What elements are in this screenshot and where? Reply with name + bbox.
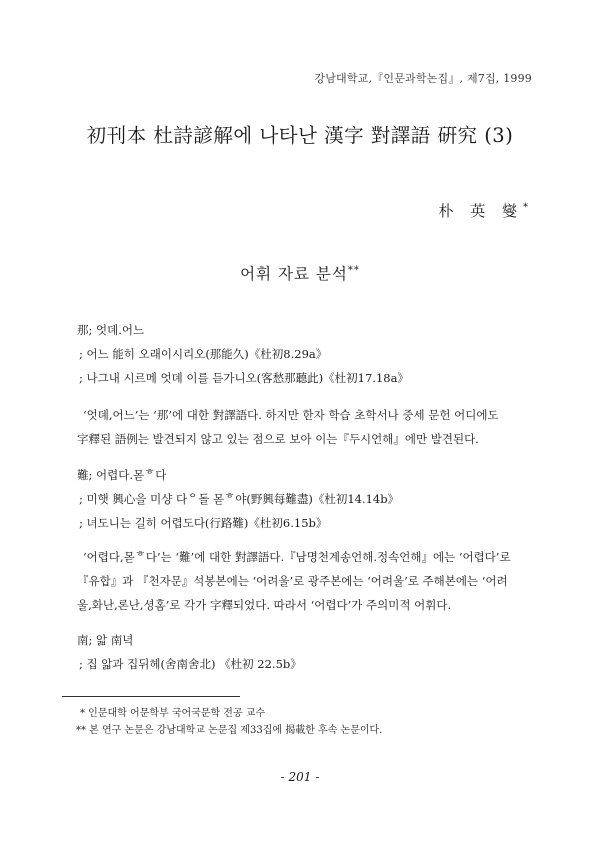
footnote-paper: ** 본 연구 논문은 강남대학교 논문집 제33집에 揭載한 후속 논문이다. bbox=[76, 725, 383, 736]
entry-headword: 南; 앏 南녁 bbox=[77, 633, 134, 647]
footnote-divider bbox=[62, 696, 240, 697]
entry-headword: 那; 엇뎨.어느 bbox=[77, 323, 145, 337]
paper-title: 初刊本 杜詩諺解에 나타난 漢字 對譯語 硏究 (3) bbox=[86, 124, 514, 147]
author-footnote-mark: * bbox=[523, 202, 528, 213]
section-footnote-mark: ** bbox=[347, 264, 360, 276]
entry-nam bbox=[77, 628, 533, 676]
entry-na-note bbox=[77, 403, 533, 451]
note-line: 울,화난,론난,셩홈’로 각가 字釋되었다. 따라서 ‘어렵다’가 주의미적 어휘다. bbox=[77, 598, 452, 612]
page-number: - 201 - bbox=[280, 770, 320, 784]
note-line: ‘어렵다,몯ᄒ다’는 ‘難’에 대한 對譯語다.『남명천계송언해.정속언해』에는 ‘어렵다’로 bbox=[83, 550, 511, 564]
entry-headword: 難; 어렵다.몯ᄒ다 bbox=[77, 468, 167, 482]
author-line bbox=[438, 200, 528, 221]
entry-example: ; 어느 能히 오래이시리오(那能久)《杜初8.29a》 bbox=[79, 347, 328, 361]
section-heading bbox=[0, 262, 600, 284]
journal-reference: 강남대학교,『인문과학논집』, 제7집, 1999 bbox=[314, 72, 532, 85]
entry-example: ; 집 앏과 집뒤헤(舍南舍北) 《杜初 22.5b》 bbox=[79, 657, 302, 671]
author-name: 朴 英 燮 bbox=[438, 202, 523, 220]
note-line: ‘엇뎨,어느’는 ‘那’에 대한 對譯語다. 하지만 한자 학습 초학서나 중세 문헌 어디에도 bbox=[83, 408, 499, 422]
note-line: 『유합』과 『천자문』석봉본에는 ‘어려울’로 광주본에는 ‘어려울’로 주해본에는 ‘어려 bbox=[77, 574, 508, 588]
entry-example: ; 녀도니는 길히 어렵도다(行路難)《杜初6.15b》 bbox=[79, 516, 328, 530]
entry-na bbox=[77, 318, 533, 390]
section-title: 어휘 자료 분석 bbox=[240, 265, 348, 283]
entry-nan-note bbox=[77, 545, 533, 617]
note-line: 字釋된 語例는 발견되지 않고 있는 점으로 보아 이는『두시언해』에만 발견된다. bbox=[77, 432, 479, 446]
footnote-author: * 인문대학 어문학부 국어국문학 전공 교수 bbox=[80, 708, 266, 719]
entry-example: ; 미햇 興心을 미샹 다ᄋ돌 몯ᄒ야(野興每難盡)《杜初14.14b》 bbox=[79, 492, 400, 506]
entry-example: ; 나그내 시르메 엇뎨 이를 듣가니오(客愁那聽此)《杜初17.18a》 bbox=[79, 371, 409, 385]
entry-nan bbox=[77, 463, 533, 535]
